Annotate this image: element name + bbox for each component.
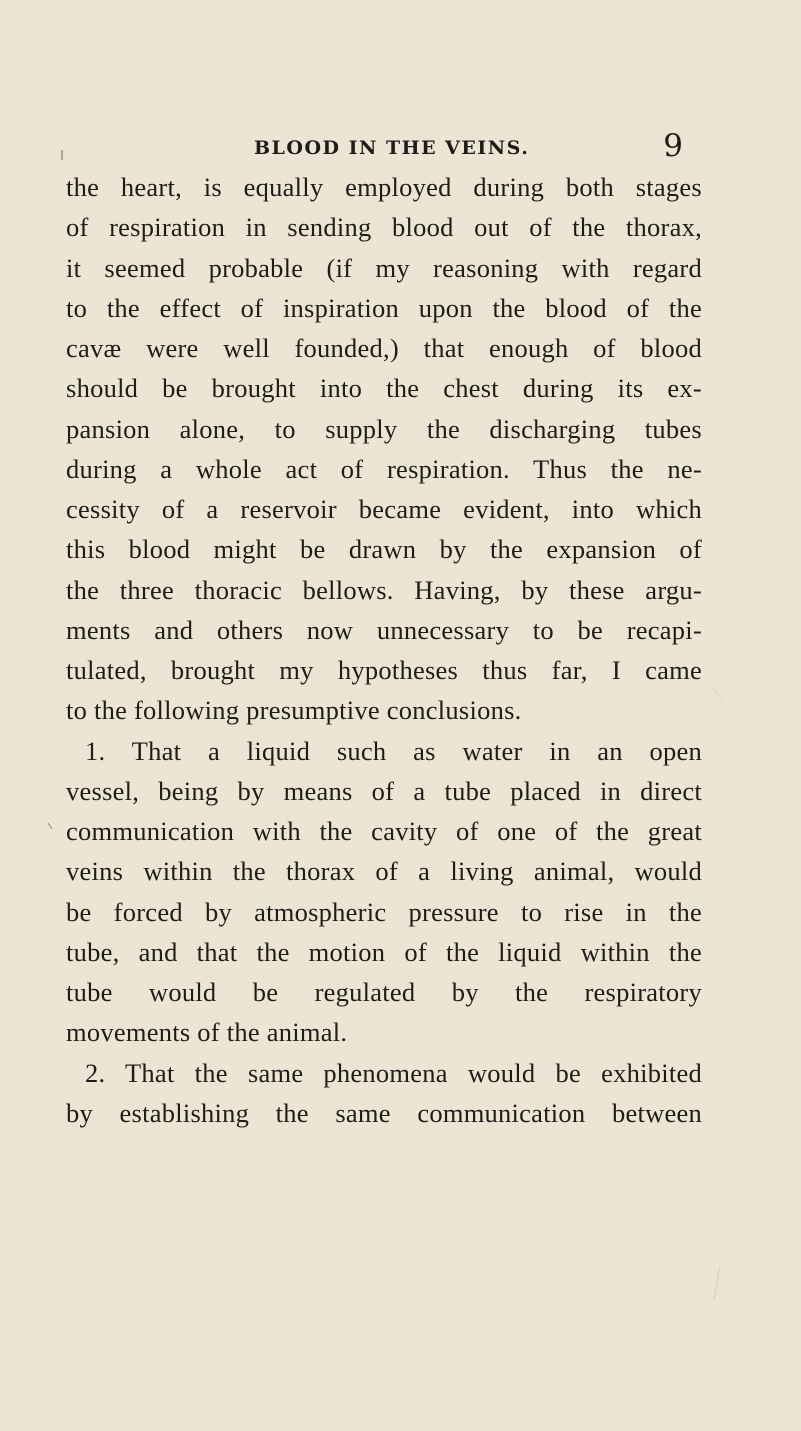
text-line: pansion alone, to supply the discharging tubes <box>66 413 702 444</box>
text-line: the three thoracic bellows. Having, by these argu- <box>66 574 702 605</box>
text-line: to the effect of inspiration upon the blood of the <box>66 292 702 323</box>
text-line: of respiration in sending blood out of the thorax, <box>66 212 702 243</box>
text-line: to the following presumptive conclusions. <box>66 695 522 726</box>
running-head <box>0 128 801 167</box>
text-line: should be brought into the chest during its ex- <box>66 373 702 404</box>
margin-mark <box>712 686 722 700</box>
text-line: tube, and that the motion of the liquid within the <box>66 936 702 967</box>
text-line: movements of the animal. <box>66 1017 348 1048</box>
text-line: during a whole act of respiration. Thus the ne- <box>66 453 702 484</box>
text-line: it seemed probable (if my reasoning with regard <box>66 252 702 283</box>
text-line: communication with the cavity of one of the great <box>66 816 702 846</box>
text-line: 1. That a liquid such as water in an open <box>85 735 702 766</box>
text-line: cavæ were well founded,) that enough of blood <box>66 333 702 363</box>
text-line: be forced by atmospheric pressure to rise in the <box>66 896 702 927</box>
text-line: tulated, brought my hypotheses thus far, I came <box>66 655 702 685</box>
margin-mark <box>714 1266 720 1300</box>
text-line: by establishing the same communication between <box>66 1097 702 1128</box>
text-line: this blood might be drawn by the expansion of <box>66 534 702 565</box>
page-number: 9 <box>663 128 683 164</box>
text-line: cessity of a reservoir became evident, into which <box>66 494 702 524</box>
running-title: BLOOD IN THE VEINS. <box>254 137 530 159</box>
text-line: veins within the thorax of a living animal, would <box>66 856 702 887</box>
text-line: vessel, being by means of a tube placed in direct <box>66 775 702 806</box>
text-line: ments and others now unnecessary to be recapi- <box>66 614 702 645</box>
text-line: the heart, is equally employed during both stages <box>66 172 702 202</box>
text-line: tube would be regulated by the respiratory <box>66 977 702 1007</box>
margin-mark <box>48 823 52 829</box>
text-line: 2. That the same phenomena would be exhibited <box>85 1057 702 1088</box>
body-text <box>66 167 702 1133</box>
